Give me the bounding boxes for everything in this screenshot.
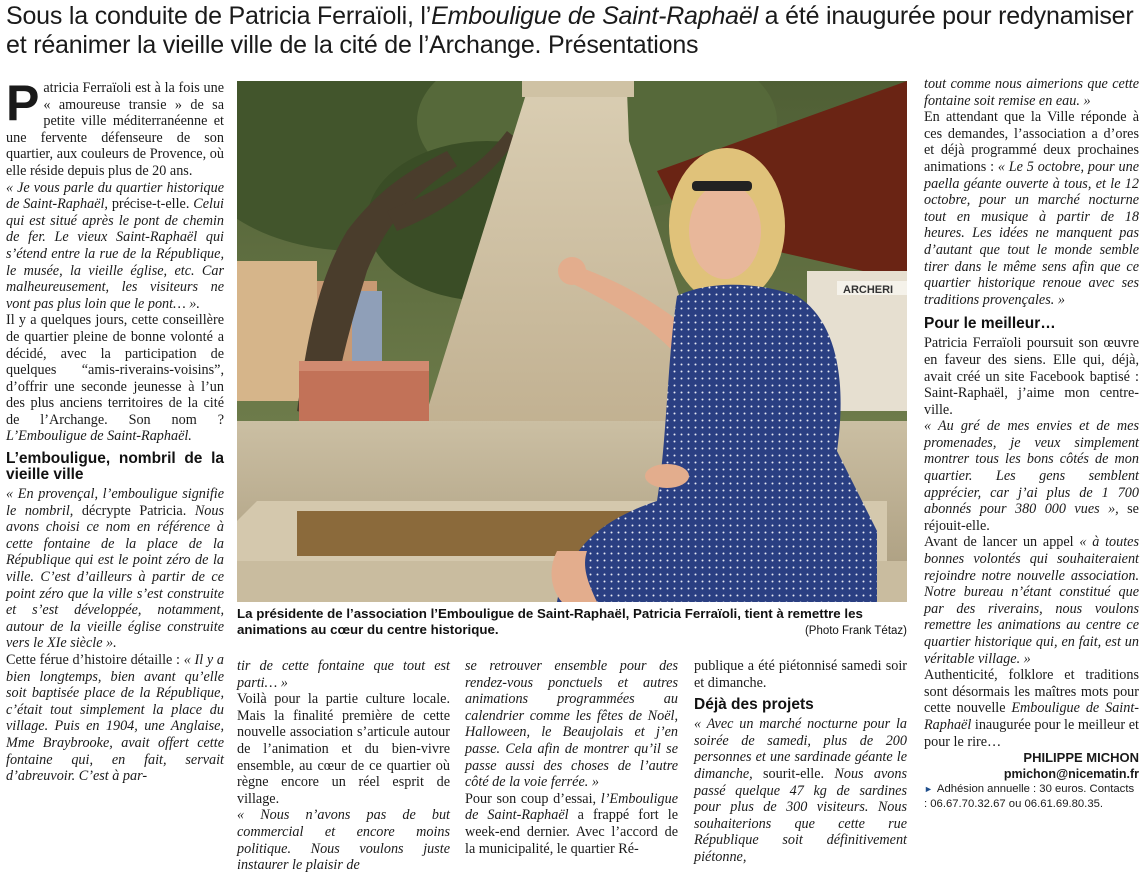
- shop-sign: ARCHERI: [843, 284, 894, 296]
- triangle-bullet-icon: ►: [924, 784, 933, 795]
- membership-note: ► Adhésion annuelle : 30 euros. Contacts : 06.67.70.32.67 ou 06.61.69.80.35.: [924, 783, 1135, 811]
- quote-paragraph: se retrouver ensemble pour des rendez-vous ponctuels et autres animations programmées au calendrier comme les fêtes de Noël, Halloween, le Beaujolais et j’en passe. Cela afin de montrer qu’il se passe aussi des choses de l’autre côté de la voie ferrée. »: [465, 658, 678, 791]
- body-paragraph: Authenticité, folklore et traditions sont désormais les maîtres mots pour cette nouvelle Embouligue de Saint-Raphaël inaugurée pour le meilleur et pour le rire…: [924, 667, 1139, 750]
- column-3: [465, 658, 678, 857]
- subheading-embouligue: L’embouligue, nombril de la vieille ville: [6, 450, 224, 484]
- author-email[interactable]: pmichon@nicematin.fr: [1003, 767, 1139, 782]
- body-paragraph: En attendant que la Ville réponde à ces demandes, l’association a d’ores et déjà programmé deux prochaines animations : « Le 5 octobre, pour une paella géante ouverte à tous, et le 12 octobre, pour un marché nocturne tout en musique à partir de 18 heures. Les idées ne manquent pas d’autant que tout le monde semble tirer dans le même sens afin que ce quartier historique renoue avec ses traditions provençales. »: [924, 109, 1139, 308]
- column-5: [924, 76, 1139, 812]
- body-paragraph: publique a été piétonnisé samedi soir et dimanche.: [694, 658, 907, 691]
- body-paragraph: Voilà pour la partie culture locale. Mais la finalité première de cette nouvelle association s’articule autour de l’animation et du bien-vivre ensemble, au cœur de ce quartier où règne encore un réel esprit de village.: [237, 691, 450, 807]
- column-4: [694, 658, 907, 866]
- body-paragraph: Pour son coup d’essai, l’Embouligue de Saint-Raphaël a frappé fort le week-end dernier. Avec l’accord de la municipalité, le quartier Ré-: [465, 790, 678, 857]
- quote-paragraph: tout comme nous aimerions que cette fontaine soit remise en eau. »: [924, 76, 1139, 109]
- quote-paragraph: tir de cette fontaine que tout est parti… »: [237, 658, 450, 691]
- photo-credit: (Photo Frank Tétaz): [804, 625, 907, 637]
- column-2: [237, 658, 450, 874]
- quote-paragraph: « Nous n’avons pas de but commercial et encore moins politique. Nous voulons juste instaurer le plaisir de: [237, 807, 450, 874]
- column-1: [6, 75, 225, 785]
- body-paragraph: Avant de lancer un appel « à toutes bonnes volontés qui souhaiteraient rejoindre notre nouvelle association. Notre bureau n’étant constitué que par des riverains, nous voulons remettre les animations au centre ce quartier historique qui, en fait, est un véritable village. »: [924, 534, 1139, 667]
- body-paragraph: Il y a quelques jours, cette conseillère de quartier pleine de bonne volonté a décidé, avec la participation de quelques “amis-riverains-voisins”, d’offrir une seconde jeunesse à l’un des plus anciens territoires de la cité de l’Archange. Son nom ? L’Embouligue de Saint-Raphaël.: [6, 312, 224, 445]
- intro-paragraph: Patricia Ferraïoli est à la fois une « amoureuse transie » de sa petite ville méditerranéenne et une fervente défenseure de son quartier, aux couleurs de Provence, où elle réside depuis plus de 20 ans.: [6, 75, 224, 179]
- body-paragraph: Cette férue d’histoire détaille : « Il y a bien longtemps, bien avant qu’elle soit baptisée place de la République, c’était tout simplement la place du village. Puis en 1904, une Anglaise, Mme Braybrooke, avait offert cette fontaine qui, en fait, servait d’abreuvoir. C’est à par-: [6, 652, 224, 785]
- body-paragraph: Patricia Ferraïoli poursuit son œuvre en faveur des siens. Elle qui, déjà, avait créé un site Facebook baptisé : Saint-Raphaël, j’aime mon centre-ville.: [924, 335, 1139, 418]
- article-photo: [237, 81, 907, 602]
- subheading-meilleur: Pour le meilleur…: [924, 315, 1056, 333]
- quote-paragraph: « Avec un marché nocturne pour la soirée de samedi, plus de 200 personnes et une sardinade géante le dimanche, sourit-elle. Nous avons passé quelque 47 kg de sardines pour plus de 300 visiteurs. Nous souhaiterions que cette rue République soit définitivement piétonne,: [694, 716, 907, 865]
- author-signature: PHILIPPE MICHON: [1023, 750, 1139, 766]
- quote-paragraph: « Au gré de mes envies et de mes promenades, je veux simplement montrer tous les bons côtés de mon quartier. Les gens semblent apprécier, car j’ai plus de 1 700 abonnés pour 380 000 vues », se réjouit-elle.: [924, 418, 1139, 534]
- article-headline: Sous la conduite de Patricia Ferraïoli, l’Embouligue de Saint-Raphaël a été inaugurée pour redynamiser et réanimer la vieille ville de la cité de l’Archange. Présentations: [6, 2, 1134, 59]
- photo-caption: La présidente de l’association l’Embouligue de Saint-Raphaël, Patricia Ferraïoli, tient à remettre les animations au cœur du centre historique.: [237, 606, 863, 637]
- drop-cap: P: [6, 75, 40, 131]
- quote-paragraph: « Je vous parle du quartier historique de Saint-Raphaël, précise-t-elle. Celui qui est situé après le pont de chemin de fer. Le vieux Saint-Raphaël qui s’étend entre la rue de la République, le musée, la vieille église, etc. Car malheureusement, les visiteurs ne vont pas plus loin que le pont… ».: [6, 179, 225, 312]
- photo-illustration: [237, 81, 907, 602]
- quote-paragraph: « En provençal, l’embouligue signifie le nombril, décrypte Patricia. Nous avons choisi ce nom en référence à cette fontaine de la place de la République qui est le point zéro de la ville. C’est d’ailleurs à partir de ce point zéro que la ville s’est construite et s’est développée, notamment, autour de la vieille église construite vers le XIe siècle ».: [6, 486, 225, 652]
- subheading-projets: Déjà des projets: [694, 696, 814, 714]
